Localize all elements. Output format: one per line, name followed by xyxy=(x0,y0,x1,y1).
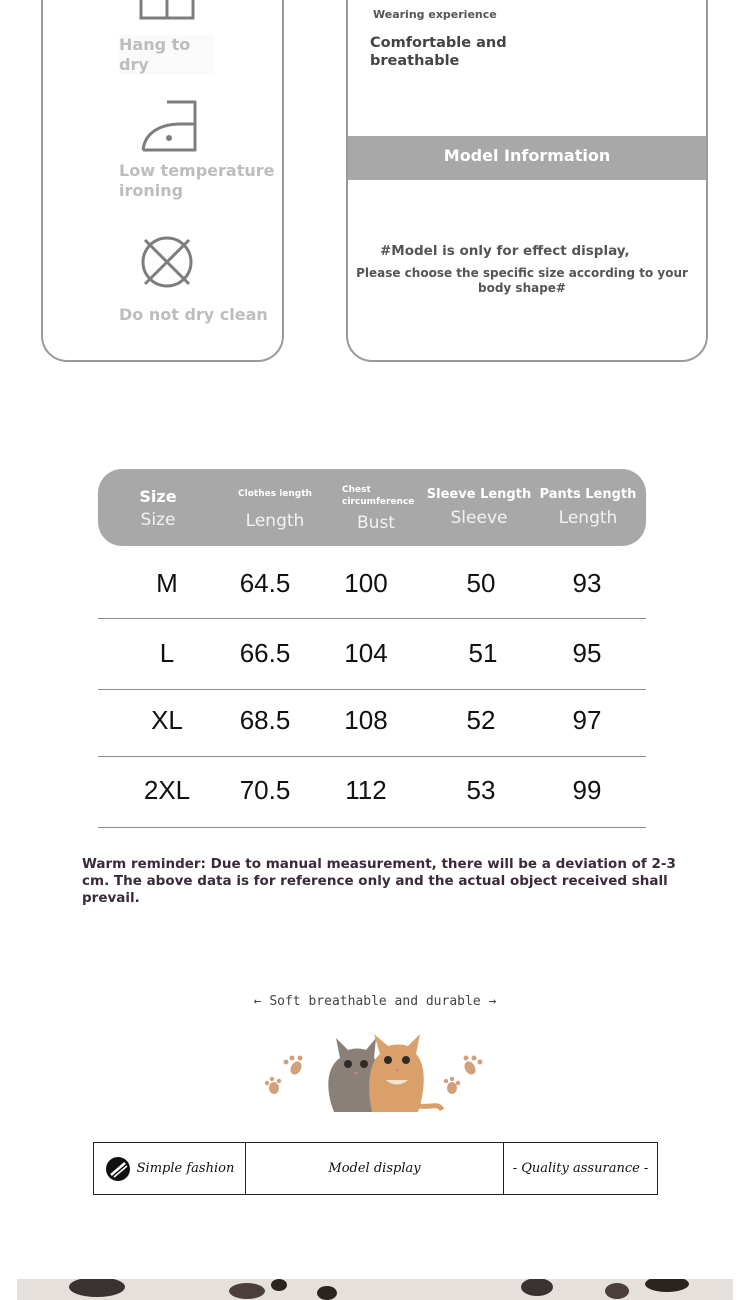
no-dry-clean-icon xyxy=(139,234,195,290)
care-label-dry-clean: Do not dry clean xyxy=(119,305,268,324)
size-table-header xyxy=(98,469,646,546)
wearing-label: Wearing experience xyxy=(373,8,497,21)
header-clothes-length: Clothes length Length xyxy=(238,489,312,531)
cell-sleeve: 50 xyxy=(466,568,496,598)
row-divider xyxy=(98,689,646,690)
leopard-pattern-icon xyxy=(17,1279,733,1300)
tab-simple-label: Simple fashion xyxy=(136,1161,235,1176)
header-chest: Chest circumference Bust xyxy=(342,485,415,533)
row-divider xyxy=(98,618,646,619)
header-pants: Pants Length Length xyxy=(539,487,637,528)
brand-logo-icon xyxy=(105,1156,131,1182)
table-row xyxy=(0,775,750,811)
cell-size: M xyxy=(156,568,178,598)
cell-sleeve: 52 xyxy=(466,705,496,735)
tab-quality-label: - Quality assurance - xyxy=(512,1161,649,1176)
cell-bust: 108 xyxy=(344,705,388,735)
cell-bust: 100 xyxy=(344,568,388,598)
cell-pants: 95 xyxy=(572,638,602,668)
wearing-value: Comfortable and breathable xyxy=(370,35,507,69)
care-label-hang: Hang to dry xyxy=(119,35,214,75)
cell-size: L xyxy=(159,638,175,668)
row-divider xyxy=(98,756,646,757)
cell-bust: 104 xyxy=(344,638,388,668)
cell-size: 2XL xyxy=(143,775,191,805)
cats-paws-icon xyxy=(262,1026,488,1116)
care-card xyxy=(41,0,284,362)
model-photo xyxy=(17,1279,733,1300)
model-info-title: Model Information xyxy=(348,136,706,180)
hang-dry-icon xyxy=(139,0,199,20)
care-label-iron: Low temperature ironing xyxy=(119,161,275,200)
cell-sleeve: 53 xyxy=(466,775,496,805)
info-card xyxy=(346,0,708,362)
cell-length: 64.5 xyxy=(239,568,291,598)
model-note-2: Please choose the specific size according to your body shape# xyxy=(356,266,688,295)
tab-model-display[interactable] xyxy=(245,1142,504,1195)
cell-pants: 93 xyxy=(572,568,602,598)
table-row xyxy=(0,568,750,604)
row-divider xyxy=(98,827,646,828)
header-sleeve: Sleeve Length Sleeve xyxy=(426,487,532,528)
tab-quality-assurance[interactable] xyxy=(503,1142,658,1195)
model-note-1: #Model is only for effect display, xyxy=(380,243,630,259)
cell-length: 66.5 xyxy=(239,638,291,668)
cell-pants: 99 xyxy=(572,775,602,805)
cell-size: XL xyxy=(151,705,183,735)
cell-bust: 112 xyxy=(345,775,387,805)
header-size: Size Size xyxy=(139,487,177,530)
cell-pants: 97 xyxy=(572,705,602,735)
iron-low-icon xyxy=(139,98,199,154)
tab-simple-fashion[interactable] xyxy=(93,1142,246,1195)
tab-model-label: Model display xyxy=(328,1161,421,1176)
tagline: ← Soft breathable and durable → xyxy=(253,994,497,1009)
table-row xyxy=(0,638,750,674)
table-row xyxy=(0,705,750,741)
cell-length: 70.5 xyxy=(239,775,291,805)
cell-length: 68.5 xyxy=(239,705,291,735)
cell-sleeve: 51 xyxy=(468,638,498,668)
warm-reminder: Warm reminder: Due to manual measurement, there will be a deviation of 2-3 cm. The above data is for reference only and the actual object received shall prevail. xyxy=(82,856,676,906)
